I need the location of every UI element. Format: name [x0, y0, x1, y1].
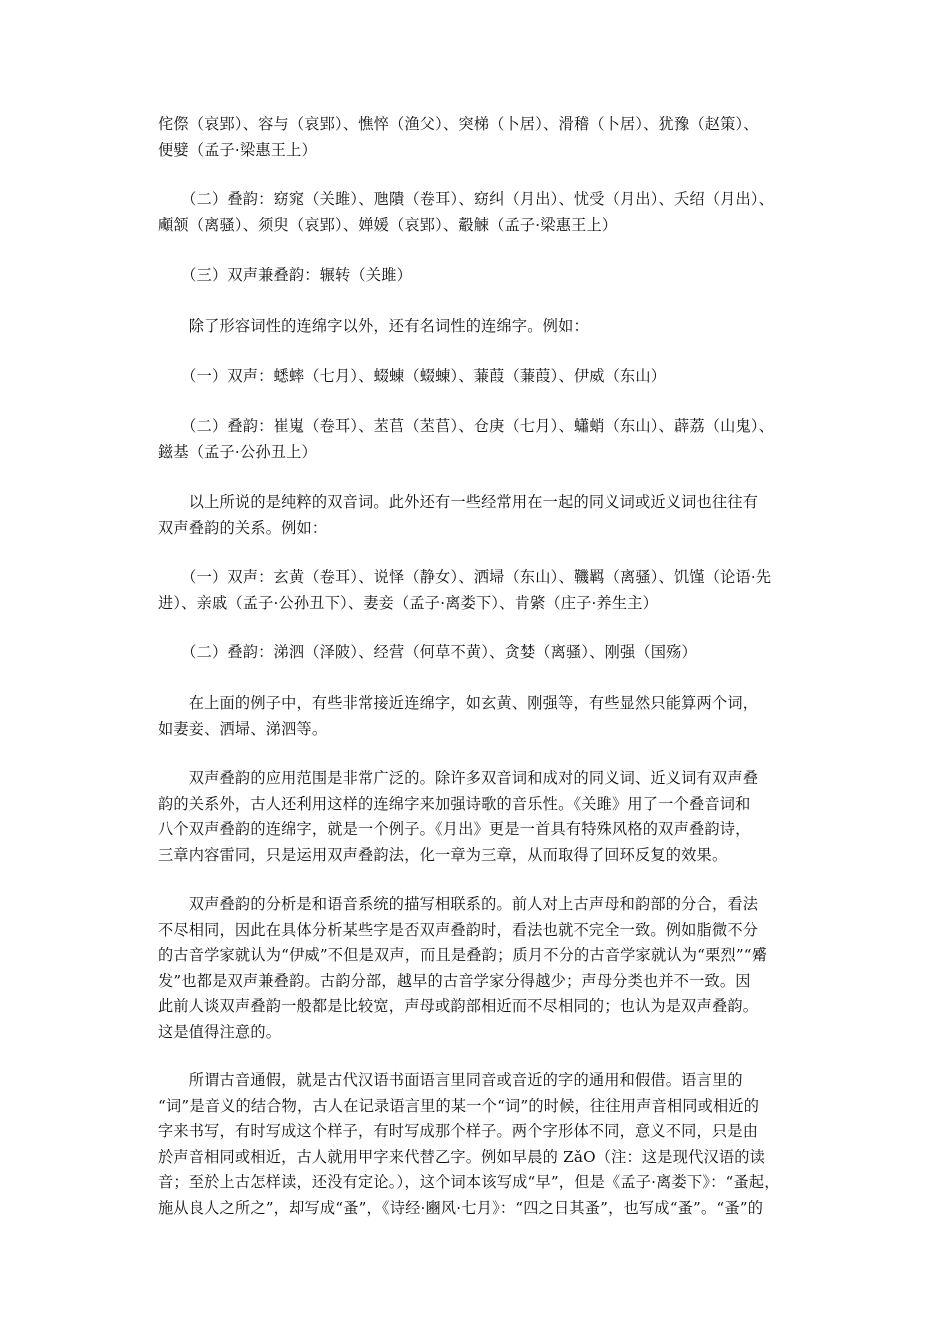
- text-line: 进）、亲戚（孟子·公孙丑下）、妻妾（孟子·离娄下）、肯綮（庄子·养生主）: [158, 593, 659, 612]
- text-line: 韵的关系外，古人还利用这样的连绵字来加强诗歌的音乐性。《关雎》用了一个叠音词和: [158, 794, 751, 813]
- text-line: “词”是音义的结合物，古人在记录语言里的某一个“词”的时候，往往用声音相同或相近的: [158, 1096, 760, 1115]
- paragraph-1: [158, 112, 818, 163]
- paragraph-8: [158, 565, 818, 616]
- text-line: 双声叠韵的分析是和语音系统的描写相联系的。前人对上古声母和韵部的分合，看法: [158, 895, 759, 913]
- text-line: （一）双声：玄黄（卷耳）、说怿（静女）、洒埽（东山）、鞿羁（离骚）、饥馑（论语·先: [158, 568, 772, 586]
- text-line: 侘傺（哀郢）、容与（哀郢）、憔悴（渔父）、突梯（卜居）、滑稽（卜居）、犹豫（赵策）、: [158, 115, 759, 133]
- text-line: 顑颔（离骚）、须臾（哀郢）、婵媛（哀郢）、觳觫（孟子·梁惠王上）: [158, 215, 618, 234]
- text-line: 的古音学家就认为“伊威”不但是双声，而且是叠韵；质月不分的古音学家就认为“栗烈”“觱: [158, 946, 768, 964]
- text-line: 双声叠韵的关系。例如：: [158, 518, 328, 537]
- text-line: 所谓古音通假，就是古代汉语书面语言里同音或音近的字的通用和假借。语言里的: [158, 1071, 743, 1089]
- paragraph-11: [158, 766, 818, 868]
- text-line: 这是值得注意的。: [158, 1022, 282, 1041]
- text-line: 发”也都是双声兼叠韵。古韵分部，越早的古音学家分得越少；声母分类也并不一致。因: [158, 971, 751, 990]
- text-line: （三）双声兼叠韵：辗转（关雎）: [158, 266, 412, 284]
- text-line: 便嬖（孟子·梁惠王上）: [158, 140, 317, 159]
- paragraph-9: [158, 640, 818, 666]
- text-line: 三章内容雷同，只是运用双声叠韵法，化一章为三章，从而取得了回环反复的效果。: [158, 845, 728, 864]
- text-line: 在上面的例子中，有些非常接近连绵字，如玄黄、刚强等，有些显然只能算两个词，: [158, 694, 759, 712]
- text-line: 八个双声叠韵的连绵字，就是一个例子。《月出》更是一首具有特殊风格的双声叠韵诗，: [158, 820, 751, 838]
- text-line: 除了形容词性的连绵字以外，还有名词性的连绵字。例如：: [158, 317, 589, 335]
- text-line: （二）叠韵：涕泗（泽陂）、经营（何草不黄）、贪婪（离骚）、刚强（国殇）: [158, 643, 697, 661]
- paragraph-12: [158, 892, 818, 1045]
- text-line: （二）叠韵：窈窕（关雎）、虺隤（卷耳）、窈纠（月出）、忧受（月出）、夭绍（月出）、: [158, 190, 775, 208]
- text-line: 音；至於上古怎样读，还没有定论。），这个词本该写成“早”，但是《孟子·离娄下》：“蚤起，: [158, 1173, 780, 1191]
- paragraph-4: [158, 314, 818, 340]
- paragraph-2: [158, 187, 818, 238]
- text-line: 双声叠韵的应用范围是非常广泛的。除许多双音词和成对的同义词、近义词有双声叠: [158, 769, 759, 787]
- text-line: 鎡基（孟子·公孙丑上）: [158, 442, 317, 461]
- text-line: 如妻妾、洒埽、涕泗等。: [158, 719, 328, 738]
- text-line: 以上所说的是纯粹的双音词。此外还有一些经常用在一起的同义词或近义词也往往有: [158, 493, 759, 511]
- paragraph-7: [158, 490, 818, 541]
- paragraph-3: [158, 263, 818, 289]
- paragraph-5: [158, 364, 818, 390]
- paragraph-13: [158, 1068, 818, 1221]
- text-line: 施从良人之所之”，却写成“蚤”，《诗经·豳风·七月》：“四之日其蚤”，也写成“蚤”。“蚤”的: [158, 1198, 764, 1217]
- text-line: 字来书写，有时写成这个样子，有时写成那个样子。两个字形体不同，意义不同，只是由: [158, 1122, 759, 1140]
- paragraph-6: [158, 414, 818, 465]
- text-line: 於声音相同或相近，古人就用甲字来代替乙字。例如早晨的 ZǎO（注：这是现代汉语的读: [158, 1147, 766, 1166]
- text-line: 不尽相同，因此在具体分析某些字是否双声叠韵时，看法也就不完全一致。例如脂微不分: [158, 920, 759, 939]
- text-line: （一）双声：蟋蟀（七月）、蝃蝀（蝃蝀）、蒹葭（蒹葭）、伊威（东山）: [158, 367, 667, 385]
- text-line: （二）叠韵：崔嵬（卷耳）、苤苢（苤苢）、仓庚（七月）、蠨蛸（东山）、薜荔（山鬼）、: [158, 417, 775, 435]
- paragraph-10: [158, 691, 818, 742]
- text-line: 此前人谈双声叠韵一般都是比较宽，声母或韵部相近而不尽相同的；也认为是双声叠韵。: [158, 997, 759, 1015]
